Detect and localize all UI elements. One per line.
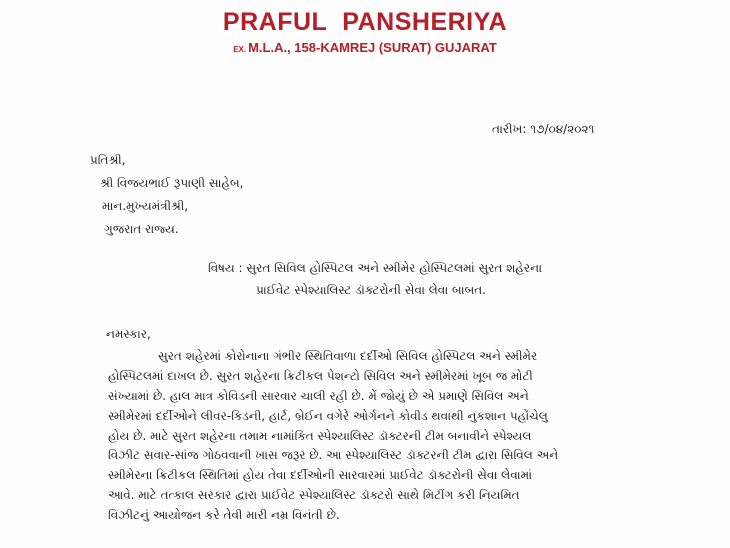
body-line: સુરત શહેરમાં કોરોનાના ગંભીર સ્થિતિવાળા દર્દીઓ સિવિલ હોસ્પિટલ અને સ્મીમેર	[158, 349, 538, 363]
addressee-line: શ્રી વિજયભાઈ રૂપાણી સાહેબ,	[100, 176, 244, 190]
letter-date: તારીખ: ૧૭/૦૪/૨૦૨૧	[492, 122, 595, 136]
subject-line: પ્રાઈવેટ સ્પેશ્યાલિસ્ટ ડૉક્ટરોની સેવા લેવા બાબત.	[256, 283, 486, 297]
letterhead-name: PRAFUL PANSHERIYA	[222, 8, 508, 36]
body-line: હોસ્પિટલમાં દાખલ છે. સુરત શહેરના ક્રિટીકલ પેશન્ટો સિવિલ અને સ્મીમેરમાં ખૂબ જ મોટી	[108, 368, 533, 383]
letterhead-prefix: EX.	[233, 45, 247, 54]
body-line: વિઝીટ સવાર-સાંજ ગોઠવવાની ખાસ જરૂર છે. આ સ્પેશ્યાલિસ્ટ ડૉક્ટરની ટીમ દ્વારા સિવિલ અને	[108, 448, 559, 463]
subject-line: વિષય : સુરત સિવિલ હોસ્પિટલ અને સ્મીમેર હોસ્પિટલમાં સુરત શહેરના	[208, 261, 543, 275]
body-line: આવે. માટે તત્કાલ સરકાર દ્વારા પ્રાઈવેટ સ્પેશ્યાલિસ્ટ ડૉક્ટરો સાથે મિટીંગ કરી નિયમિત	[108, 488, 520, 503]
body-line: સ્મીમેરમાં દર્દીઓને લીવર-કિડની, હાર્ટ, બ્રેઈન વગેરે ઓર્ગનને કોવીડ થવાથી નુકશાન પહોંચેલુ	[108, 408, 548, 423]
body-line: વિઝીટનું આયોજન કરે તેવી મારી નમ્ર વિનંતી છે.	[108, 508, 340, 523]
addressee-block	[90, 153, 243, 245]
addressee-line: પ્રતિશ્રી,	[90, 153, 126, 167]
letter-body	[108, 347, 628, 526]
addressee-line: માન.મુખ્યમંત્રીશ્રી,	[102, 199, 189, 213]
greeting: નમસ્કાર,	[106, 327, 151, 341]
body-line: સંખ્યામાં છે. હાલ માત્ર કોવિડની સારવાર ચાલી રહી છે. મેં જોયું છે એ પ્રમાણે સિવિલ અને	[108, 388, 529, 403]
subject-block	[208, 261, 648, 298]
letterhead-designation	[0, 40, 730, 55]
addressee-line: ગુજરાત રાજ્ય.	[104, 222, 179, 236]
letterhead-designation-text: M.L.A., 158-KAMREJ (SURAT) GUJARAT	[248, 40, 497, 55]
body-line: હોય છે. માટે સુરત શહેરના તમામ નામાંકિત સ્પેશ્યાલિસ્ટ ડૉક્ટરની ટીમ બનાવીને સ્પેશ્યલ	[108, 428, 532, 443]
body-line: સ્મીમેરના ક્રિટીકલ સ્થિતિમાં હોય તેવા દર્દીઓની સારવારમાં પ્રાઈવેટ ડૉક્ટરોની સેવા લેવામાં	[108, 468, 533, 483]
